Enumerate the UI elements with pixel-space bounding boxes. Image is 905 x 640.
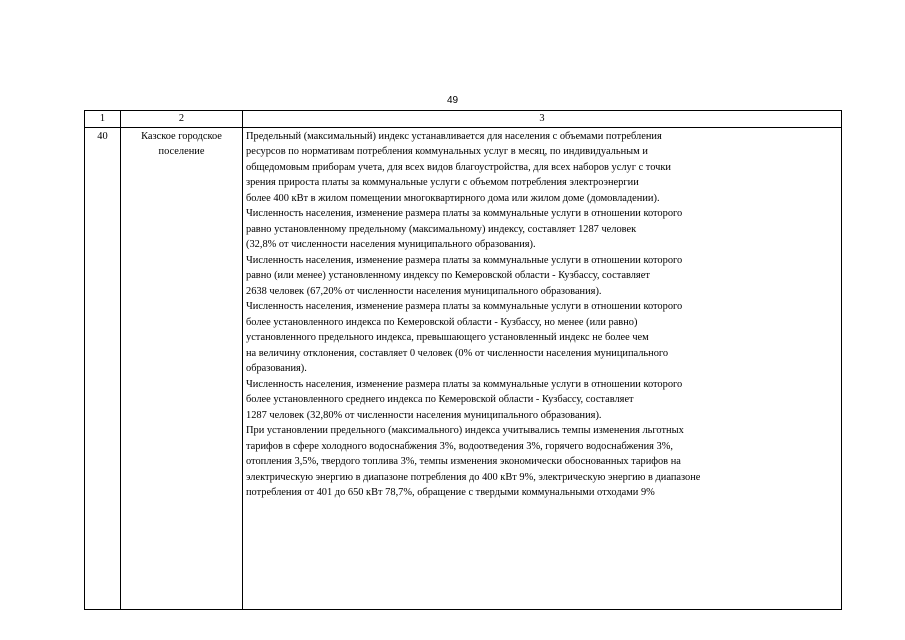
- description-cell: [243, 127, 842, 609]
- description-line: более установленного среднего индекса по Кемеровской области - Кузбассу, составляет: [246, 394, 634, 405]
- description-line: более установленного индекса по Кемеровской области - Кузбассу, но менее (или равно): [246, 316, 638, 328]
- description-line: Численность населения, изменение размера платы за коммунальные услуги в отношении которого: [246, 301, 683, 312]
- description-line: тарифов в сфере холодного водоснабжения 3%, водоотведения 3%, горячего водоснабжения 3%,: [246, 440, 673, 452]
- description-line: отопления 3,5%, твердого топлива 3%, темпы изменения экономически обоснованных тарифов на: [246, 456, 681, 467]
- description-line: ресурсов по нормативам потребления коммунальных услуг в месяц, по индивидуальным и: [246, 146, 648, 157]
- description-line: общедомовым приборам учета, для всех видов благоустройства, для всех наборов услуг с точки: [246, 161, 671, 173]
- description-line: равно установленному предельному (максимальному) индексу, составляет 1287 человек: [246, 223, 637, 235]
- table-row: [85, 127, 842, 609]
- row-number-cell: 40: [85, 127, 121, 609]
- description-line: установленного предельного индекса, превышающего установленный индекс не более чем: [246, 332, 649, 343]
- table-header-row: [85, 111, 842, 128]
- description-line: электрическую энергию в диапазоне потребления до 400 кВт 9%, электрическую энергию в диапазоне: [246, 471, 701, 483]
- description-line: образования).: [246, 363, 307, 374]
- description-line: более 400 кВт в жилом помещении многоквартирного дома или жилом доме (домовладении).: [246, 192, 660, 204]
- description-line: Численность населения, изменение размера платы за коммунальные услуги в отношении которого: [246, 378, 683, 390]
- column-header-1: 1: [85, 111, 121, 128]
- description-line: на величину отклонения, составляет 0 человек (0% от численности населения муниципального: [246, 347, 669, 359]
- municipality-name-cell: Казское городское поселение: [121, 127, 243, 609]
- description-line: Численность населения, изменение размера платы за коммунальные услуги в отношении которого: [246, 208, 683, 219]
- page-number: 49: [446, 95, 459, 106]
- description-line: зрения прироста платы за коммунальные услуги с объемом потребления электроэнергии: [246, 177, 639, 188]
- description-line: Численность населения, изменение размера платы за коммунальные услуги в отношении которого: [246, 254, 683, 266]
- description-line: 2638 человек (67,20% от численности населения муниципального образования).: [246, 285, 602, 297]
- description-line: (32,8% от численности населения муниципального образования).: [246, 239, 536, 250]
- description-line: потребления от 401 до 650 кВт 78,7%, обращение с твердыми коммунальными отходами 9%: [246, 487, 655, 498]
- description-line: При установлении предельного (максимального) индекса учитывались темпы изменения льготных: [246, 425, 684, 436]
- description-line: равно (или менее) установленному индексу по Кемеровской области - Кузбассу, составляет: [246, 270, 650, 281]
- description-line: Предельный (максимальный) индекс устанавливается для населения с объемами потребления: [246, 130, 662, 142]
- column-header-3: 3: [243, 111, 842, 128]
- column-header-2: 2: [121, 111, 243, 128]
- municipality-index-table: [84, 110, 842, 610]
- description-line: 1287 человек (32,80% от численности населения муниципального образования).: [246, 409, 602, 421]
